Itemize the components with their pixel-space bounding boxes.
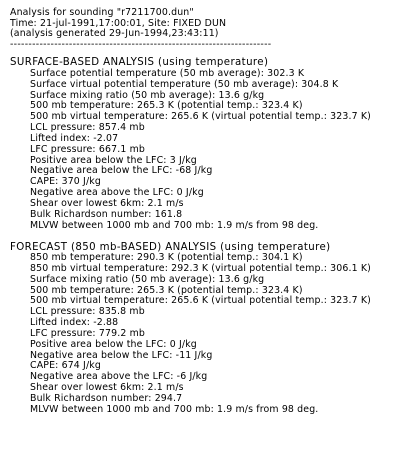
- surface-item: Surface virtual potential temperature (50 mb average): 304.8 K: [30, 78, 339, 90]
- forecast-item: MLVW between 1000 mb and 700 mb: 1.9 m/s from 98 deg.: [30, 403, 319, 415]
- surface-item: Positive area below the LFC: 3 J/kg: [30, 154, 197, 166]
- surface-item: 500 mb temperature: 265.3 K (potential temp.: 323.4 K): [30, 100, 303, 112]
- forecast-item: CAPE: 674 J/kg: [30, 360, 101, 372]
- forecast-analysis-section: [10, 242, 414, 416]
- dashed-divider: -----------------------------------------------------------------------: [10, 39, 272, 50]
- forecast-item: Negative area below the LFC: -11 J/kg: [30, 349, 213, 361]
- surface-based-analysis-section: [10, 57, 414, 231]
- surface-item: Shear over lowest 6km: 2.1 m/s: [30, 198, 184, 209]
- surface-item: LFC pressure: 667.1 mb: [30, 143, 145, 155]
- forecast-item: Bulk Richardson number: 294.7: [30, 393, 183, 404]
- surface-item: LCL pressure: 857.4 mb: [30, 122, 145, 134]
- forecast-item: 850 mb temperature: 290.3 K (potential temp.: 304.1 K): [30, 252, 303, 264]
- forecast-item: LFC pressure: 779.2 mb: [30, 327, 145, 339]
- forecast-item: Lifted index: -2.88: [30, 317, 119, 329]
- forecast-item: 500 mb temperature: 265.3 K (potential temp.: 323.4 K): [30, 284, 303, 296]
- surface-item: CAPE: 370 J/kg: [30, 176, 101, 188]
- forecast-item: Shear over lowest 6km: 2.1 m/s: [30, 382, 184, 394]
- sounding-time-site: Time: 21-jul-1991,17:00:01, Site: FIXED DUN: [10, 17, 227, 29]
- section-title-surface-based: SURFACE-BASED ANALYSIS (using temperature): [10, 57, 269, 69]
- surface-item: Negative area above the LFC: 0 J/kg: [30, 187, 204, 199]
- forecast-item: Negative area above the LFC: -6 J/kg: [30, 371, 208, 383]
- analysis-generated-date: (analysis generated 29-Jun-1994,23:43:11): [10, 28, 219, 40]
- surface-item: MLVW between 1000 mb and 700 mb: 1.9 m/s from 98 deg.: [30, 219, 319, 231]
- surface-item: 500 mb virtual temperature: 265.6 K (virtual potential temp.: 323.7 K): [30, 111, 371, 123]
- sounding-analysis-document: [10, 8, 414, 416]
- surface-item: Surface mixing ratio (50 mb average): 13.6 g/kg: [30, 89, 265, 101]
- surface-item: Bulk Richardson number: 161.8: [30, 208, 183, 220]
- analysis-title: Analysis for sounding "r7211700.dun": [10, 7, 194, 18]
- forecast-item: LCL pressure: 835.8 mb: [30, 306, 145, 318]
- forecast-item: 850 mb virtual temperature: 292.3 K (virtual potential temp.: 306.1 K): [30, 262, 371, 274]
- forecast-item: Surface mixing ratio (50 mb average): 13.6 g/kg: [30, 273, 265, 285]
- forecast-item: 500 mb virtual temperature: 265.6 K (virtual potential temp.: 323.7 K): [30, 295, 371, 307]
- surface-item: Surface potential temperature (50 mb average): 302.3 K: [30, 67, 305, 79]
- surface-item: Lifted index: -2.07: [30, 132, 119, 144]
- section-title-forecast: FORECAST (850 mb-BASED) ANALYSIS (using temperature): [10, 241, 331, 253]
- surface-item: Negative area below the LFC: -68 J/kg: [30, 165, 213, 177]
- forecast-item: Positive area below the LFC: 0 J/kg: [30, 338, 197, 350]
